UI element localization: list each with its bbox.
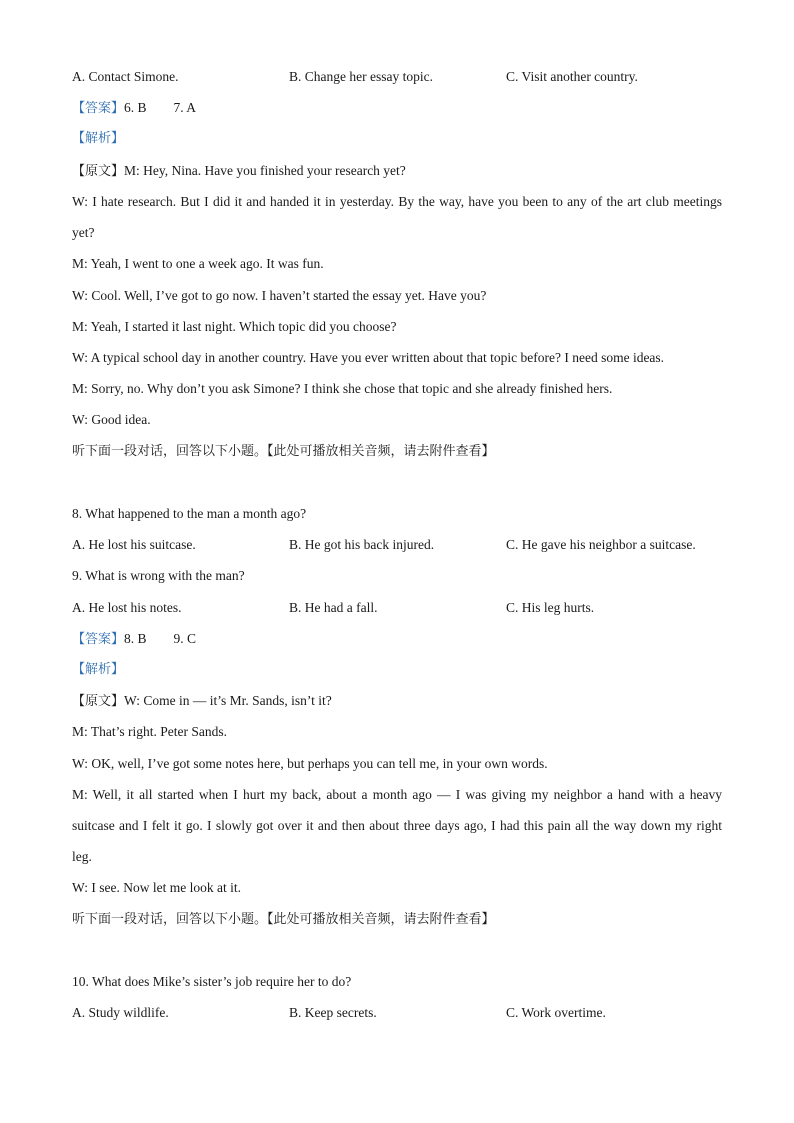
analysis-tag: 【解析】: [72, 662, 125, 677]
option-a: A. Study wildlife.: [72, 1005, 169, 1020]
listening-instruction: 听下面一段对话，回答以下小题。【此处可播放相关音频，请去附件查看】: [72, 444, 495, 459]
analysis-tag: 【解析】: [72, 131, 125, 146]
transcript-line: suitcase and I felt it go. I slowly got over it and then about three days ago, I had this pain all the way down my right: [72, 818, 722, 833]
question-8: 8. What happened to the man a month ago?: [72, 506, 307, 521]
transcript-line: W: OK, well, I’ve got some notes here, but perhaps you can tell me, in your own words.: [72, 756, 548, 771]
answer-tag: 【答案】: [72, 632, 125, 647]
transcript-line: leg.: [72, 849, 92, 864]
question-9: 9. What is wrong with the man?: [72, 568, 245, 583]
transcript-tag: 【原文】: [72, 164, 125, 179]
transcript-tag: 【原文】: [72, 694, 125, 709]
answer-line: [72, 630, 196, 649]
transcript-line: M: Sorry, no. Why don’t you ask Simone? I think she chose that topic and she already finished hers.: [72, 381, 613, 396]
option-b: B. Keep secrets.: [289, 1005, 377, 1020]
option-b: B. He had a fall.: [289, 600, 378, 615]
transcript-text: W: Come in — it’s Mr. Sands, isn’t it?: [124, 693, 332, 708]
transcript-line: W: I see. Now let me look at it.: [72, 880, 241, 895]
transcript-line: M: Well, it all started when I hurt my back, about a month ago — I was giving my neighbor a hand with a heavy: [72, 787, 722, 802]
option-a: A. He lost his notes.: [72, 600, 182, 615]
transcript-line: W: I hate research. But I did it and handed it in yesterday. By the way, have you been to any of the art club meetings: [72, 194, 722, 209]
option-a: A. Contact Simone.: [72, 69, 179, 84]
option-b: B. Change her essay topic.: [289, 69, 433, 84]
answer-text: 8. B 9. C: [124, 631, 197, 646]
transcript-line: [72, 162, 406, 181]
option-c: C. Work overtime.: [506, 1005, 606, 1020]
option-c: C. His leg hurts.: [506, 600, 595, 615]
option-c: C. He gave his neighbor a suitcase.: [506, 537, 696, 552]
transcript-text: M: Hey, Nina. Have you finished your research yet?: [124, 163, 406, 178]
transcript-line: W: Cool. Well, I’ve got to go now. I haven’t started the essay yet. Have you?: [72, 288, 487, 303]
transcript-line: W: A typical school day in another country. Have you ever written about that topic before? I need some ideas.: [72, 350, 665, 365]
transcript-line: M: Yeah, I started it last night. Which topic did you choose?: [72, 319, 397, 334]
transcript-line: W: Good idea.: [72, 412, 151, 427]
option-c: C. Visit another country.: [506, 69, 638, 84]
answer-text: 6. B 7. A: [124, 100, 197, 115]
answer-tag: 【答案】: [72, 101, 125, 116]
transcript-line: yet?: [72, 225, 95, 240]
answer-line: [72, 99, 196, 118]
transcript-line: M: That’s right. Peter Sands.: [72, 724, 227, 739]
listening-instruction: 听下面一段对话，回答以下小题。【此处可播放相关音频，请去附件查看】: [72, 912, 495, 927]
option-b: B. He got his back injured.: [289, 537, 435, 552]
transcript-line: M: Yeah, I went to one a week ago. It was fun.: [72, 256, 324, 271]
option-a: A. He lost his suitcase.: [72, 537, 196, 552]
question-10: 10. What does Mike’s sister’s job require her to do?: [72, 974, 352, 989]
transcript-line: [72, 692, 332, 711]
